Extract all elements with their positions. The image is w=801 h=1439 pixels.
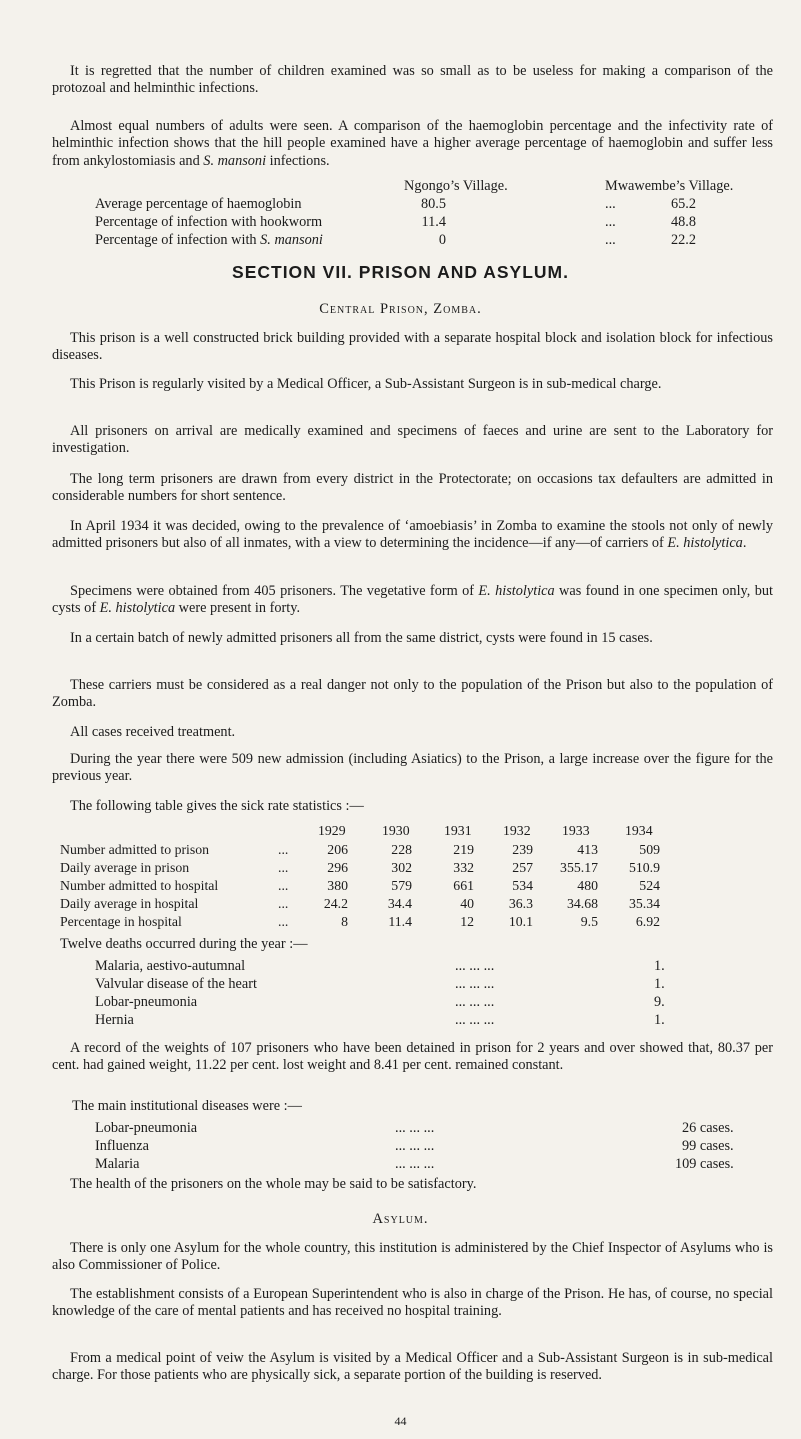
table-row-label: Daily average in prison	[60, 860, 190, 875]
year-header: 1930	[382, 823, 410, 838]
list-item-dots: ... ... ...	[395, 1120, 435, 1136]
prison-paragraph-3: All prisoners on arrival are medically examined and specimens of faeces and urine are sent to the Laboratory for investigation.	[52, 423, 773, 457]
list-item-label: Lobar-pneumonia	[95, 1120, 198, 1136]
weights-paragraph: A record of the weights of 107 prisoners who have been detained in prison for 2 years and over showed that, 80.37 per cent. had gained weight, 11.22 per cent. lost weight and 8.41 per cent. remained constant.	[52, 1040, 773, 1074]
list-item-dots: ... ... ...	[455, 1012, 495, 1028]
village-row-b: 65.2	[670, 196, 696, 212]
table-cell: 380	[327, 878, 348, 893]
table-row-label: Percentage in hospital	[60, 914, 182, 929]
list-item-dots: ... ... ...	[455, 994, 495, 1010]
village-row-b: 48.8	[670, 214, 696, 230]
list-item-label: Influenza	[95, 1138, 149, 1154]
section-subheading: Central Prison, Zomba.	[319, 301, 482, 317]
table-cell: 12	[460, 914, 474, 929]
list-item-label: Lobar-pneumonia	[95, 994, 198, 1010]
village-row-dots: ...	[605, 214, 616, 230]
village-row-a: 11.4	[421, 214, 446, 230]
village-row-dots: ...	[605, 232, 616, 248]
list-item-label: Malaria, aestivo-autumnal	[95, 958, 246, 974]
table-cell: 8	[341, 914, 348, 929]
table-cell: 524	[639, 878, 660, 893]
prison-paragraph-7: In a certain batch of newly admitted prisoners all from the same district, cysts were found in 15 cases.	[70, 630, 653, 646]
table-cell: 219	[453, 842, 474, 857]
list-item-dots: ... ... ...	[455, 958, 495, 974]
asylum-paragraph-3: From a medical point of veiw the Asylum is visited by a Medical Officer and a Sub-Assistant Surgeon is in sub-medical charge. For those patients who are physically sick, a separate portion of the building is reserved.	[52, 1350, 773, 1384]
prison-paragraph-6: Specimens were obtained from 405 prisoners. The vegetative form of E. histolytica was found in one specimen only, but cysts of E. histolytica were present in forty.	[52, 583, 773, 617]
village-row-label: Percentage of infection with hookworm	[95, 214, 323, 230]
table-cell: 24.2	[323, 896, 348, 911]
year-header: 1929	[318, 823, 346, 838]
table-row-dots: ...	[278, 896, 289, 911]
table-cell: 228	[391, 842, 412, 857]
year-header: 1931	[444, 823, 472, 838]
table-cell: 36.3	[508, 896, 533, 911]
list-item-label: Malaria	[95, 1156, 140, 1172]
table-cell: 579	[391, 878, 412, 893]
prison-paragraph-11: The following table gives the sick rate statistics :—	[70, 798, 364, 814]
table-cell: 9.5	[580, 914, 598, 929]
page-number: 44	[394, 1414, 407, 1428]
table-cell: 510.9	[628, 860, 660, 875]
list-item-dots: ... ... ...	[395, 1138, 435, 1154]
table-cell: 206	[327, 842, 348, 857]
table-row-dots: ...	[278, 914, 289, 929]
table-cell: 34.68	[566, 896, 598, 911]
intro-paragraph-1: It is regretted that the number of children examined was so small as to be useless for making a comparison of the protozoal and helminthic infections.	[52, 63, 773, 97]
section-heading: SECTION VII. PRISON AND ASYLUM.	[232, 262, 569, 282]
village-col-ngongo: Ngongo’s Village.	[404, 178, 508, 194]
list-item-label: Valvular disease of the heart	[95, 976, 257, 992]
village-col-mwawembe: Mwawembe’s Village.	[605, 178, 734, 194]
table-cell: 534	[512, 878, 533, 893]
table-cell: 257	[512, 860, 533, 875]
list-item-label: Hernia	[95, 1012, 134, 1028]
table-cell: 480	[577, 878, 598, 893]
table-cell: 34.4	[387, 896, 412, 911]
table-cell: 302	[391, 860, 412, 875]
prison-paragraph-1: This prison is a well constructed brick building provided with a separate hospital block and isolation block for infectious diseases.	[52, 330, 773, 364]
table-row-label: Daily average in hospital	[60, 896, 199, 911]
table-cell: 296	[327, 860, 348, 875]
prison-paragraph-8: These carriers must be considered as a real danger not only to the population of the Prison but also to the population of Zomba.	[52, 677, 773, 711]
table-cell: 40	[460, 896, 474, 911]
list-item-value: 1.	[654, 976, 665, 992]
table-cell: 332	[453, 860, 474, 875]
table-cell: 661	[453, 878, 474, 893]
village-row-dots: ...	[605, 196, 616, 212]
list-item-value: 99 cases.	[682, 1138, 734, 1154]
table-row-label: Number admitted to prison	[60, 842, 210, 857]
health-paragraph: The health of the prisoners on the whole may be said to be satisfactory.	[70, 1176, 477, 1192]
village-row-b: 22.2	[670, 232, 696, 248]
village-row-a: 0	[438, 232, 446, 248]
diseases-intro: The main institutional diseases were :—	[72, 1098, 302, 1114]
table-cell: 239	[512, 842, 533, 857]
table-cell: 413	[577, 842, 598, 857]
deaths-intro: Twelve deaths occurred during the year :—	[60, 936, 308, 952]
village-row-a: 80.5	[420, 196, 446, 212]
table-row-dots: ...	[278, 842, 289, 857]
table-row-label: Number admitted to hospital	[60, 878, 219, 893]
prison-paragraph-10: During the year there were 509 new admission (including Asiatics) to the Prison, a large increase over the figure for the previous year.	[52, 751, 773, 785]
list-item-dots: ... ... ...	[395, 1156, 435, 1172]
table-cell: 6.92	[635, 914, 660, 929]
table-cell: 11.4	[388, 914, 412, 929]
asylum-paragraph-1: There is only one Asylum for the whole country, this institution is administered by the Chief Inspector of Asylums who is also Commissioner of Police.	[52, 1240, 773, 1274]
prison-paragraph-2: This Prison is regularly visited by a Medical Officer, a Sub-Assistant Surgeon is in sub-medical charge.	[70, 376, 662, 392]
asylum-paragraph-2: The establishment consists of a European Superintendent who is also in charge of the Prison. He has, of course, no special knowledge of the care of mental patients and has received no hospital training.	[52, 1286, 773, 1320]
prison-paragraph-4: The long term prisoners are drawn from every district in the Protectorate; on occasions tax defaulters are admitted in considerable numbers for short sentence.	[52, 471, 773, 505]
village-row-label: Percentage of infection with S. mansoni	[95, 232, 323, 248]
table-cell: 35.34	[628, 896, 660, 911]
list-item-value: 1.	[654, 1012, 665, 1028]
year-header: 1932	[503, 823, 531, 838]
list-item-dots: ... ... ...	[455, 976, 495, 992]
table-row-dots: ...	[278, 860, 289, 875]
list-item-value: 109 cases.	[675, 1156, 734, 1172]
table-cell: 509	[639, 842, 660, 857]
asylum-heading: Asylum.	[372, 1211, 429, 1227]
year-header: 1934	[625, 823, 653, 838]
list-item-value: 1.	[654, 958, 665, 974]
village-row-label: Average percentage of haemoglobin	[95, 196, 302, 212]
prison-paragraph-9: All cases received treatment.	[70, 724, 236, 740]
table-cell: 10.1	[508, 914, 533, 929]
list-item-value: 9.	[654, 994, 665, 1010]
prison-paragraph-5: In April 1934 it was decided, owing to the prevalence of ‘amoebiasis’ in Zomba to examine the stools not only of newly admitted prisoners but also of all inmates, with a view to determining the incidence—if any—of carriers of E. histolytica.	[52, 518, 773, 552]
list-item-value: 26 cases.	[682, 1120, 734, 1136]
table-row-dots: ...	[278, 878, 289, 893]
year-header: 1933	[562, 823, 590, 838]
intro-paragraph-2: Almost equal numbers of adults were seen. A comparison of the haemoglobin percentage and the infectivity rate of helminthic infection shows that the hill people examined have a higher average percentage of haemoglobin and suffer less from ankylostomiasis and S. mansoni infections.	[52, 118, 773, 169]
table-cell: 355.17	[560, 860, 598, 875]
